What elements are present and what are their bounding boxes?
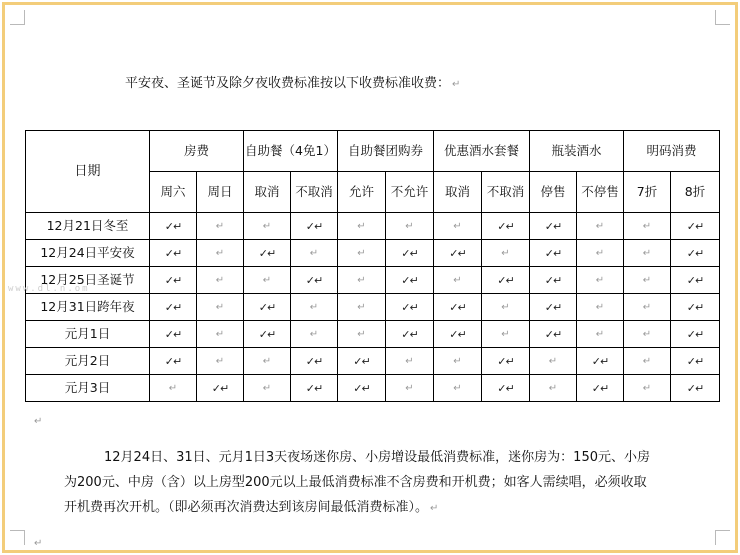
check-mark-icon: ✓↵ [591,381,609,395]
table-cell [671,213,720,240]
table-row [26,240,720,267]
table-cell [530,267,577,294]
table-cell [671,321,720,348]
table-cell [482,294,530,321]
table-cell [150,375,197,402]
sub-column-header: 8折 [671,172,720,213]
check-mark-icon: ✓↵ [164,327,182,341]
table-cell [624,213,671,240]
group-header: 自助餐团购券 [338,131,434,172]
table-cell [386,321,434,348]
paragraph-line-text: 为200元、中房（含）以上房型200元以上最低消费标准不含房费和开机费；如客人需续唱，必须收取 [64,475,647,490]
check-mark-icon: ✓↵ [401,327,418,341]
table-cell [624,348,671,375]
table-cell [291,348,338,375]
table-cell [386,213,434,240]
paragraph-mark-icon: ↵ [309,329,319,340]
group-header: 明码消费 [624,131,720,172]
paragraph-mark-icon: ↵ [357,302,366,313]
table-cell [150,240,197,267]
sub-column-header: 不允许 [386,172,434,213]
row-date: 元月2日 [26,348,150,375]
group-header: 自助餐（4免1） [244,131,338,172]
table-cell [624,294,671,321]
table-cell [577,294,624,321]
table-cell [482,321,530,348]
table-cell [386,240,434,267]
check-mark-icon: ✓↵ [258,327,276,341]
paragraph-mark-icon: ↵ [453,383,462,394]
paragraph-mark-icon: ↵ [309,248,319,259]
table-row [26,375,720,402]
paragraph-mark-icon: ↵ [262,383,272,394]
check-mark-icon: ✓↵ [164,354,182,368]
table-cell [150,213,197,240]
paragraph-mark-icon: ↵ [405,356,414,367]
check-mark-icon: ✓↵ [591,354,609,368]
check-mark-icon: ✓↵ [449,300,466,314]
paragraph-mark-icon: ↵ [452,79,461,90]
table-cell [482,375,530,402]
sub-column-header: 取消 [434,172,482,213]
paragraph-mark-icon: ↵ [595,248,605,259]
paragraph-mark-icon: ↵ [642,221,652,232]
table-cell [197,294,244,321]
sub-column-header: 不取消 [291,172,338,213]
row-date: 12月25日圣诞节 [26,267,150,294]
table-cell [150,321,197,348]
check-mark-icon: ✓↵ [686,300,704,314]
paragraph-mark-icon: ↵ [168,383,178,394]
paragraph-line-text: 12月24日、31日、元月1日3天夜场迷你房、小房增设最低消费标准，迷你房为：150元、小房 [104,450,650,465]
paragraph-mark-icon: ↵ [34,538,43,549]
table-cell [530,240,577,267]
table-cell [530,348,577,375]
row-date: 元月3日 [26,375,150,402]
paragraph-mark-icon: ↵ [642,356,652,367]
sub-column-header: 停售 [530,172,577,213]
paragraph-mark-icon: ↵ [357,329,366,340]
table-cell [577,321,624,348]
table-row [26,321,720,348]
table-cell [291,375,338,402]
paragraph-mark-icon: ↵ [405,221,414,232]
check-mark-icon: ✓↵ [305,273,323,287]
margin-corner-top-right [715,10,730,25]
paragraph-mark-icon: ↵ [453,275,462,286]
check-mark-icon: ✓↵ [258,300,276,314]
check-mark-icon: ✓↵ [164,300,182,314]
check-mark-icon: ✓↵ [686,219,704,233]
check-mark-icon: ✓↵ [686,354,704,368]
paragraph-mark-icon: ↵ [215,329,225,340]
paragraph-mark-icon: ↵ [215,248,225,259]
table-cell [577,348,624,375]
table-cell [244,321,291,348]
table-cell [530,321,577,348]
table-row [26,213,720,240]
row-date: 12月24日平安夜 [26,240,150,267]
check-mark-icon: ✓↵ [164,246,182,260]
paragraph-line [64,445,704,470]
table-cell [338,294,386,321]
date-column-header: 日期 [26,131,150,213]
check-mark-icon: ✓↵ [686,327,704,341]
paragraph-mark-icon: ↵ [262,356,272,367]
table-cell [150,294,197,321]
intro-sentence: 平安夜、圣诞节及除夕夜收费标准按以下收费标准收费： [125,76,451,91]
table-cell [434,375,482,402]
table-cell [482,267,530,294]
paragraph-mark-icon: ↵ [357,275,366,286]
paragraph-mark-icon: ↵ [215,302,225,313]
check-mark-icon: ✓↵ [164,219,182,233]
table-cell [291,240,338,267]
paragraph-mark-icon: ↵ [548,356,558,367]
paragraph-mark-icon: ↵ [215,275,225,286]
table-cell [434,267,482,294]
check-mark-icon: ✓↵ [497,219,514,233]
row-date: 12月31日跨年夜 [26,294,150,321]
group-header: 瓶装酒水 [530,131,624,172]
sub-column-header: 取消 [244,172,291,213]
table-cell [434,348,482,375]
table-cell [577,240,624,267]
table-cell [338,375,386,402]
table-cell [386,375,434,402]
watermark: www.dl.n.om [8,284,90,294]
check-mark-icon: ✓↵ [401,246,418,260]
check-mark-icon: ✓↵ [544,300,562,314]
table-cell [624,267,671,294]
check-mark-icon: ✓↵ [305,219,323,233]
sub-column-header: 周日 [197,172,244,213]
paragraph-mark-icon: ↵ [642,248,652,259]
check-mark-icon: ✓↵ [686,381,704,395]
table-cell [434,294,482,321]
sub-column-header: 不停售 [577,172,624,213]
paragraph-mark-icon: ↵ [453,221,462,232]
table-cell [197,348,244,375]
check-mark-icon: ✓↵ [211,381,229,395]
check-mark-icon: ✓↵ [164,273,182,287]
table-cell [197,213,244,240]
sub-column-header: 7折 [624,172,671,213]
table-cell [624,375,671,402]
check-mark-icon: ✓↵ [686,273,704,287]
table-cell [338,240,386,267]
check-mark-icon: ✓↵ [353,381,370,395]
table-cell [434,321,482,348]
table-cell [386,294,434,321]
table-cell [150,348,197,375]
table-cell [482,348,530,375]
check-mark-icon: ✓↵ [449,246,466,260]
table-cell [197,321,244,348]
paragraph-mark-icon: ↵ [34,416,43,427]
check-mark-icon: ✓↵ [305,381,323,395]
table-cell [577,213,624,240]
table-cell [671,375,720,402]
check-mark-icon: ✓↵ [497,273,514,287]
paragraph-mark-icon: ↵ [501,302,510,313]
table-cell [150,267,197,294]
paragraph-mark-icon: ↵ [357,221,366,232]
table-cell [244,348,291,375]
margin-corner-bottom-right [715,530,730,545]
table-cell [577,267,624,294]
fee-standard-table [25,130,720,402]
check-mark-icon: ✓↵ [401,273,418,287]
paragraph-mark-icon: ↵ [405,383,414,394]
table-cell [197,267,244,294]
table-cell [671,294,720,321]
paragraph-mark-icon: ↵ [642,329,652,340]
table-cell [244,213,291,240]
paragraph-mark-icon: ↵ [453,356,462,367]
group-header: 优惠酒水套餐 [434,131,530,172]
paragraph-mark-icon: ↵ [642,383,652,394]
table-cell [338,213,386,240]
table-row [26,294,720,321]
paragraph-mark-icon: ↵ [262,275,272,286]
note-paragraph [64,445,704,521]
table-cell [244,240,291,267]
table-cell [291,213,338,240]
paragraph-mark-icon: ↵ [215,221,225,232]
table-cell [291,267,338,294]
sub-column-header: 周六 [150,172,197,213]
row-date: 12月21日冬至 [26,213,150,240]
margin-corner-bottom-left [10,530,25,545]
table-cell [671,240,720,267]
table-cell [244,294,291,321]
paragraph-mark-icon: ↵ [215,356,225,367]
paragraph-mark-icon: ↵ [642,275,652,286]
margin-corner-top-left [10,10,25,25]
check-mark-icon: ✓↵ [544,219,562,233]
group-header: 房费 [150,131,244,172]
paragraph-line [64,495,704,521]
check-mark-icon: ✓↵ [258,246,276,260]
table-cell [386,267,434,294]
paragraph-line [64,470,704,495]
table-cell [338,321,386,348]
table-cell [577,375,624,402]
table-cell [244,375,291,402]
table-cell [291,294,338,321]
table-cell [197,375,244,402]
paragraph-mark-icon: ↵ [595,329,605,340]
paragraph-mark-icon: ↵ [262,221,272,232]
table-cell [291,321,338,348]
table-cell [482,240,530,267]
table-cell [244,267,291,294]
check-mark-icon: ✓↵ [686,246,704,260]
table-cell [530,375,577,402]
paragraph-mark-icon: ↵ [501,248,510,259]
table-cell [338,267,386,294]
table-cell [434,213,482,240]
paragraph-mark-icon: ↵ [501,329,510,340]
table-cell [386,348,434,375]
paragraph-mark-icon: ↵ [430,503,439,514]
table-cell [530,294,577,321]
paragraph-mark-icon: ↵ [548,383,558,394]
table-cell [197,240,244,267]
check-mark-icon: ✓↵ [401,300,418,314]
table-cell [434,240,482,267]
paragraph-mark-icon: ↵ [309,302,319,313]
check-mark-icon: ✓↵ [544,327,562,341]
paragraph-line-text: 开机费再次开机。（即必须再次消费达到该房间最低消费标准）。 [64,500,429,515]
table-cell [482,213,530,240]
table-cell [530,213,577,240]
check-mark-icon: ✓↵ [353,354,370,368]
check-mark-icon: ✓↵ [449,327,466,341]
check-mark-icon: ✓↵ [497,381,514,395]
paragraph-mark-icon: ↵ [642,302,652,313]
paragraph-mark-icon: ↵ [595,275,605,286]
sub-column-header: 允许 [338,172,386,213]
table-cell [624,240,671,267]
paragraph-mark-icon: ↵ [357,248,366,259]
paragraph-mark-icon: ↵ [595,302,605,313]
check-mark-icon: ✓↵ [497,354,514,368]
table-cell [624,321,671,348]
sub-column-header: 不取消 [482,172,530,213]
table-cell [671,348,720,375]
table-row [26,267,720,294]
check-mark-icon: ✓↵ [305,354,323,368]
table-cell [671,267,720,294]
paragraph-mark-icon: ↵ [595,221,605,232]
table-row [26,348,720,375]
table-cell [338,348,386,375]
check-mark-icon: ✓↵ [544,273,562,287]
check-mark-icon: ✓↵ [544,246,562,260]
row-date: 元月1日 [26,321,150,348]
intro-text [125,72,460,91]
